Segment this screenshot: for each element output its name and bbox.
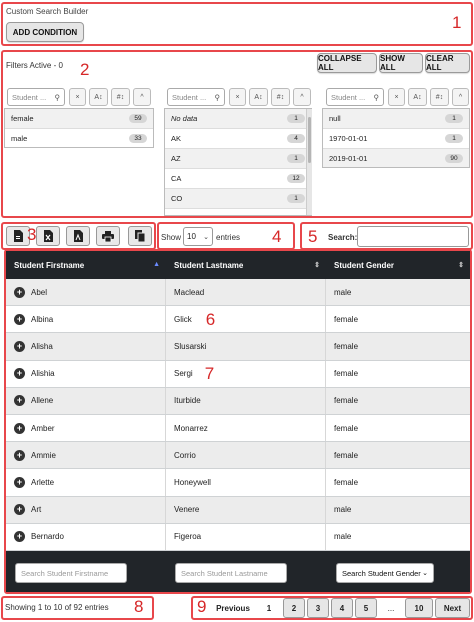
callout-6: 6 xyxy=(205,309,216,329)
sort-both-icon: ⇕ xyxy=(458,262,464,269)
pane-2-clear-button[interactable]: × xyxy=(229,88,246,106)
students-table xyxy=(6,251,470,592)
pane-3-option-1970[interactable] xyxy=(323,129,469,149)
table-info: Showing 1 to 10 of 92 entries xyxy=(5,603,109,612)
length-select[interactable] xyxy=(183,227,213,246)
cell-lastname: Figeroa xyxy=(166,524,326,550)
cell-gender: female xyxy=(334,477,359,487)
cell-gender: female xyxy=(334,369,359,379)
option-label: 2019-01-01 xyxy=(329,154,368,163)
column-label: Student Firstname xyxy=(14,260,85,270)
cell-firstname xyxy=(6,524,166,550)
table-row[interactable] xyxy=(6,279,470,306)
pane-1-sort-num-button[interactable]: #↕ xyxy=(111,88,130,106)
cell-lastname xyxy=(166,306,326,332)
pane-2-option-no-data[interactable] xyxy=(165,109,311,129)
pane-1-clear-button[interactable]: × xyxy=(69,88,86,106)
option-label: CA xyxy=(171,174,182,183)
global-search-input[interactable] xyxy=(357,226,469,247)
cell-text: Sergi xyxy=(174,369,193,379)
cell-gender: female xyxy=(334,341,359,351)
option-count: 1 xyxy=(287,114,305,123)
lastname-filter-input[interactable] xyxy=(175,563,287,583)
pane-2-search-input[interactable] xyxy=(167,88,225,106)
cell-lastname: Venere xyxy=(166,497,326,523)
option-label: null xyxy=(329,114,341,123)
pane-2-search-placeholder: Student ... xyxy=(172,92,207,102)
pane-3-search-input[interactable] xyxy=(326,88,384,106)
chevron-down-icon: ⌄ xyxy=(422,570,428,577)
callout-1: 1 xyxy=(452,13,462,32)
cell-text: Alisha xyxy=(31,341,53,351)
cell-text: Glick xyxy=(174,314,192,324)
option-label: AK xyxy=(171,134,182,143)
search-icon: ⚲ xyxy=(54,92,60,102)
cell-gender: female xyxy=(334,450,359,460)
search-label: Search: xyxy=(328,233,358,242)
print-icon xyxy=(102,231,114,242)
pane-1-sort-alpha-button[interactable]: A↕ xyxy=(89,88,108,106)
option-count: 12 xyxy=(287,174,305,183)
pane-3-option-null[interactable] xyxy=(323,109,469,129)
excel-export-button[interactable] xyxy=(36,226,60,246)
clear-all-button[interactable]: CLEAR ALL xyxy=(425,53,470,73)
option-count: 4 xyxy=(287,134,305,143)
pdf-export-button[interactable] xyxy=(66,226,90,246)
cell-text: Alishia xyxy=(31,369,55,379)
cell-text: Allene xyxy=(31,396,54,406)
expand-row-icon[interactable]: + xyxy=(14,450,25,461)
table-row[interactable] xyxy=(6,415,470,442)
cell-firstname xyxy=(6,361,166,387)
pane-2-option-ca[interactable] xyxy=(165,169,311,189)
expand-row-icon[interactable]: + xyxy=(14,314,25,325)
callout-9: 9 xyxy=(197,597,207,616)
custom-search-title: Custom Search Builder xyxy=(6,7,89,16)
pane-2-list xyxy=(164,108,312,216)
cell-text: Bernardo xyxy=(31,532,64,542)
table-header xyxy=(6,251,470,279)
pagination-previous[interactable]: Previous xyxy=(216,603,250,613)
pane-3-option-2019[interactable] xyxy=(323,149,469,168)
option-count: 1 xyxy=(445,114,463,123)
cell-firstname xyxy=(6,442,166,468)
table-row[interactable] xyxy=(6,361,470,388)
pane-2-option-co[interactable] xyxy=(165,189,311,209)
cell-lastname xyxy=(166,361,326,387)
pagination-next[interactable]: Next xyxy=(435,598,470,618)
cell-text: Art xyxy=(31,505,42,515)
callout-5: 5 xyxy=(308,227,318,246)
cell-lastname: Slusarski xyxy=(166,333,326,359)
expand-row-icon[interactable]: + xyxy=(14,341,25,352)
placeholder-text: Search Student Firstname xyxy=(21,568,109,578)
pagination-ellipsis: ... xyxy=(387,603,395,613)
collapse-all-button[interactable]: COLLAPSE ALL xyxy=(317,53,377,73)
pane-3-sort-num-button[interactable]: #↕ xyxy=(430,88,449,106)
table-body xyxy=(6,279,470,551)
pdf-icon xyxy=(73,230,83,242)
pagination-page-10[interactable]: 10 xyxy=(405,598,433,618)
callout-7: 7 xyxy=(204,364,215,384)
expand-row-icon[interactable]: + xyxy=(14,287,25,298)
pane-3-sort-alpha-button[interactable]: A↕ xyxy=(408,88,427,106)
table-row[interactable] xyxy=(6,388,470,415)
expand-row-icon[interactable]: + xyxy=(14,368,25,379)
pane-2-option-az[interactable] xyxy=(165,149,311,169)
option-label: female xyxy=(11,114,34,123)
pane-2-option-ak[interactable] xyxy=(165,129,311,149)
cell-gender: female xyxy=(334,314,359,324)
placeholder-text: Search Student Lastname xyxy=(181,568,268,578)
pane-3-clear-button[interactable]: × xyxy=(388,88,405,106)
pane-1-search-input[interactable] xyxy=(7,88,65,106)
chevron-down-icon: ⌄ xyxy=(203,233,209,241)
excel-icon xyxy=(43,230,53,242)
pane-2-collapse-button[interactable]: ^ xyxy=(293,88,311,106)
table-row[interactable] xyxy=(6,497,470,524)
pagination-page-3[interactable]: 3 xyxy=(307,598,329,618)
option-count: 33 xyxy=(129,134,147,143)
option-label: AZ xyxy=(171,154,181,163)
search-icon: ⚲ xyxy=(373,92,379,102)
cell-gender: female xyxy=(334,396,359,406)
cell-text: Abel xyxy=(31,287,48,297)
option-label: CO xyxy=(171,194,183,203)
pane-2-sort-num-button[interactable]: #↕ xyxy=(271,88,290,106)
length-show-label: Show xyxy=(161,233,182,242)
option-label: male xyxy=(11,134,28,143)
cell-text: Albina xyxy=(31,314,54,324)
callout-2: 2 xyxy=(80,60,90,79)
search-icon: ⚲ xyxy=(214,92,220,102)
copy-button[interactable] xyxy=(128,226,152,246)
column-header-lastname[interactable] xyxy=(166,251,326,279)
copy-icon xyxy=(135,230,146,242)
table-row[interactable] xyxy=(6,333,470,360)
option-label: No data xyxy=(171,114,198,123)
option-count: 1 xyxy=(445,134,463,143)
cell-gender: male xyxy=(334,287,352,297)
option-label: 1970-01-01 xyxy=(329,134,368,143)
table-row[interactable] xyxy=(6,469,470,496)
cell-firstname xyxy=(6,279,166,305)
pane-2-sort-alpha-button[interactable]: A↕ xyxy=(249,88,268,106)
print-button[interactable] xyxy=(96,226,120,246)
add-condition-button[interactable]: ADD CONDITION xyxy=(6,22,84,42)
pagination-page-2[interactable]: 2 xyxy=(283,598,305,618)
cell-text: Amber xyxy=(31,423,55,433)
callout-3: 3 xyxy=(27,225,37,244)
pane-3-list xyxy=(322,108,470,168)
option-count: 1 xyxy=(287,194,305,203)
file-icon xyxy=(13,230,23,242)
cell-firstname xyxy=(6,469,166,495)
pane-1-list xyxy=(4,108,154,148)
callout-8: 8 xyxy=(134,597,144,616)
show-all-button[interactable]: SHOW ALL xyxy=(379,53,423,73)
cell-firstname xyxy=(6,388,166,414)
pane-1-search-placeholder: Student ... xyxy=(12,92,47,102)
pane-3-search-placeholder: Student ... xyxy=(331,92,366,102)
pagination-page-4[interactable]: 4 xyxy=(331,598,353,618)
table-row[interactable] xyxy=(6,524,470,551)
pagination-page-1[interactable]: 1 xyxy=(266,603,272,613)
column-header-gender[interactable] xyxy=(326,251,470,279)
pane-2-scrollbar[interactable] xyxy=(306,109,312,215)
cell-gender: male xyxy=(334,532,352,542)
cell-lastname: Corrio xyxy=(166,442,326,468)
cell-lastname: Iturbide xyxy=(166,388,326,414)
sort-asc-icon: ▲ xyxy=(153,261,160,268)
cell-text: Ammie xyxy=(31,450,56,460)
expand-row-icon[interactable]: + xyxy=(14,531,25,542)
gender-filter-select[interactable] xyxy=(336,563,434,583)
cell-lastname: Honeywell xyxy=(166,469,326,495)
scrollbar-thumb[interactable] xyxy=(308,117,311,163)
table-row[interactable] xyxy=(6,306,470,333)
cell-gender: male xyxy=(334,505,352,515)
cell-firstname xyxy=(6,333,166,359)
cell-gender: female xyxy=(334,423,359,433)
length-value: 10 xyxy=(187,232,196,241)
select-value: Search Student Gender xyxy=(342,568,421,578)
column-header-firstname[interactable] xyxy=(6,251,166,279)
option-count: 1 xyxy=(287,154,305,163)
pane-1-collapse-button[interactable]: ^ xyxy=(133,88,151,106)
firstname-filter-input[interactable] xyxy=(15,563,127,583)
option-count: 59 xyxy=(129,114,147,123)
cell-lastname: Maclead xyxy=(166,279,326,305)
column-label: Student Lastname xyxy=(174,260,244,270)
filters-active-label: Filters Active - 0 xyxy=(6,61,63,70)
cell-firstname xyxy=(6,497,166,523)
expand-row-icon[interactable]: + xyxy=(14,423,25,434)
option-count: 90 xyxy=(445,154,463,163)
callout-4: 4 xyxy=(272,227,282,246)
pagination-page-5[interactable]: 5 xyxy=(355,598,377,618)
pane-1-option-female[interactable] xyxy=(5,109,153,129)
cell-text: Arlette xyxy=(31,477,55,487)
cell-firstname xyxy=(6,415,166,441)
expand-row-icon[interactable]: + xyxy=(14,477,25,488)
table-footer xyxy=(6,551,470,592)
column-label: Student Gender xyxy=(334,260,395,270)
pane-1-option-male[interactable] xyxy=(5,129,153,148)
pane-3-collapse-button[interactable]: ^ xyxy=(452,88,469,106)
expand-row-icon[interactable]: + xyxy=(14,395,25,406)
table-row[interactable] xyxy=(6,442,470,469)
sort-both-icon: ⇕ xyxy=(314,262,320,269)
expand-row-icon[interactable]: + xyxy=(14,504,25,515)
cell-lastname: Monarrez xyxy=(166,415,326,441)
length-entries-label: entries xyxy=(216,233,241,242)
cell-firstname xyxy=(6,306,166,332)
